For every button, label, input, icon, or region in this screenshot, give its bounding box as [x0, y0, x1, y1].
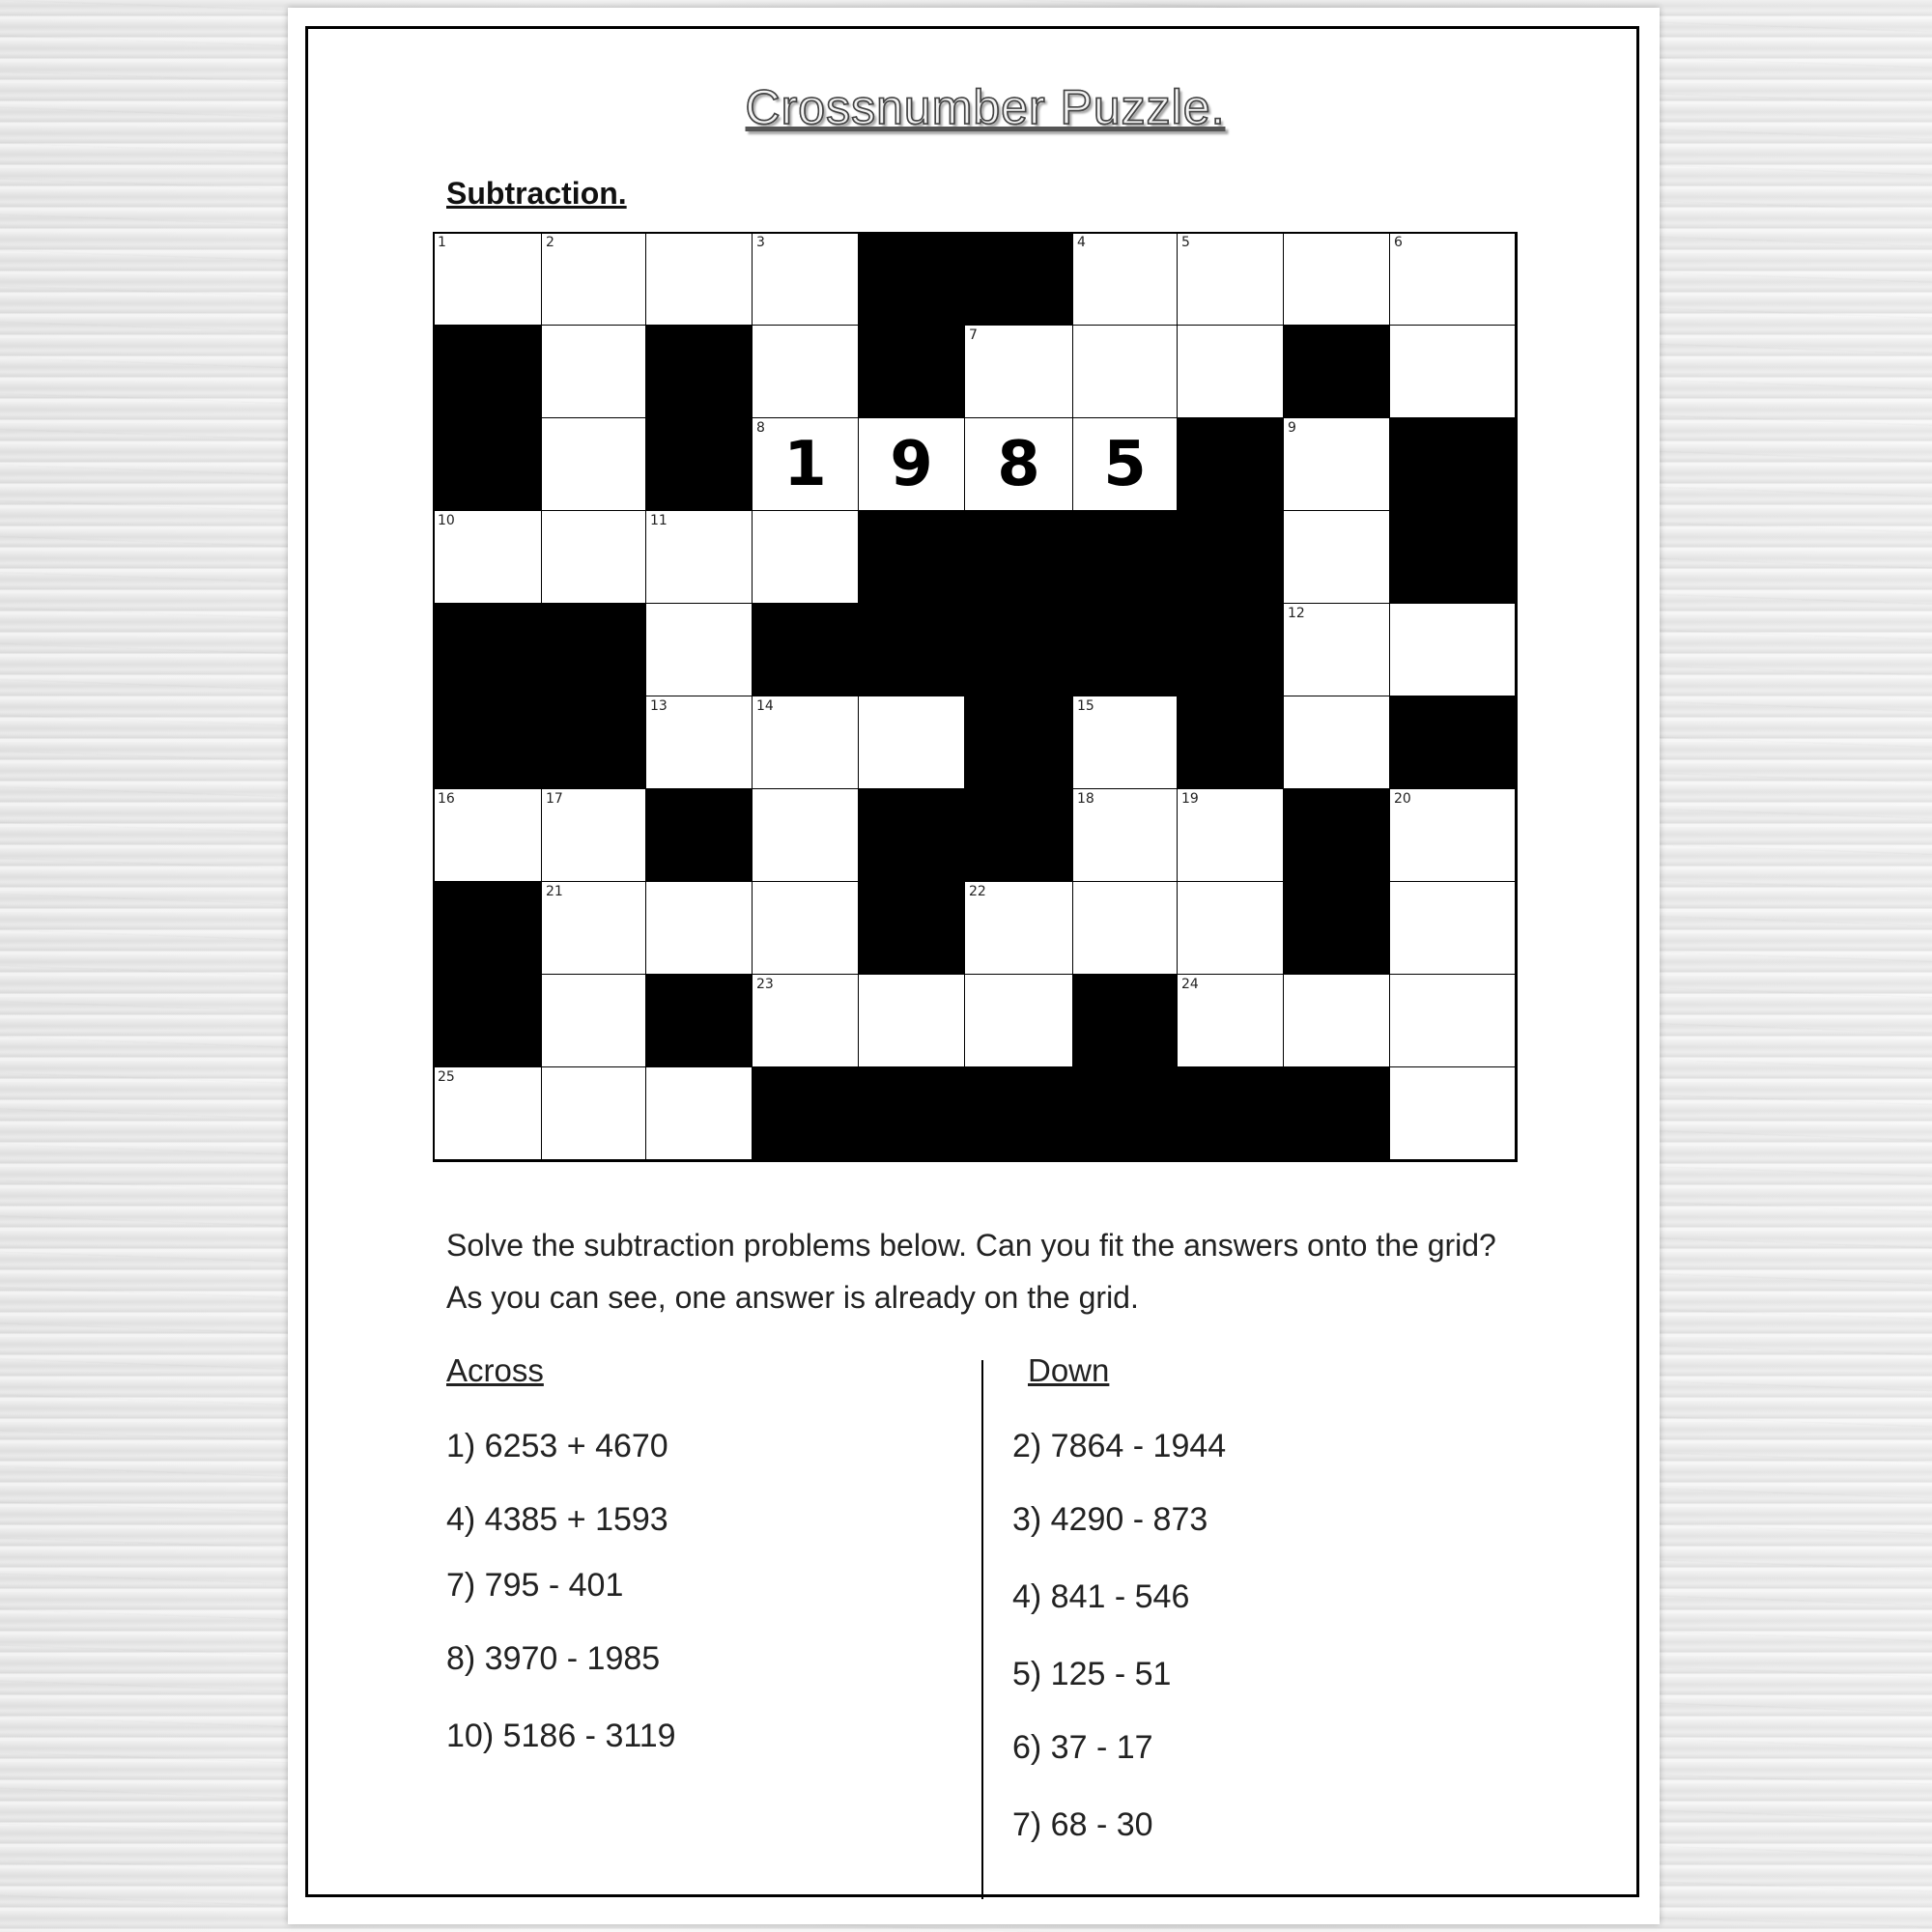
grid-cell-blocked [433, 974, 542, 1067]
grid-cell-blocked [858, 1066, 965, 1162]
instructions-text: Solve the subtraction problems below. Can you fit the answers onto the grid? As you can see, one answer is already on the grid. [446, 1228, 1496, 1315]
grid-cell-blocked [1283, 788, 1390, 882]
grid-cell[interactable] [964, 974, 1073, 1067]
clue-number: 11 [650, 513, 668, 528]
filled-digit: 9 [890, 428, 933, 500]
grid-cell-blocked [964, 1066, 1073, 1162]
grid-cell[interactable] [752, 417, 859, 511]
grid-cell[interactable] [1283, 696, 1390, 789]
clue-number: 10 [438, 513, 455, 528]
grid-cell-blocked [645, 325, 753, 418]
grid-cell[interactable] [1072, 788, 1178, 882]
grid-cell-blocked [858, 325, 965, 418]
grid-cell[interactable] [433, 232, 542, 326]
grid-cell[interactable] [1283, 603, 1390, 696]
grid-cell-blocked [541, 603, 646, 696]
grid-cell-blocked [645, 974, 753, 1067]
grid-cell[interactable] [645, 603, 753, 696]
grid-cell-blocked [1177, 1066, 1284, 1162]
across-clue-1: 1) 6253 + 4670 [446, 1428, 668, 1464]
grid-cell[interactable] [964, 417, 1073, 511]
filled-digit: 8 [997, 428, 1040, 500]
clue-number: 24 [1181, 977, 1199, 992]
across-heading: Across [446, 1352, 544, 1388]
grid-cell-blocked [645, 417, 753, 511]
clue-number: 21 [546, 884, 563, 899]
down-clue-4: 4) 841 - 546 [1012, 1578, 1190, 1615]
clue-number: 16 [438, 791, 455, 807]
grid-cell[interactable] [645, 510, 753, 604]
grid-cell[interactable] [752, 974, 859, 1067]
grid-cell[interactable] [645, 232, 753, 326]
page-title: Crossnumber Puzzle. [745, 80, 1226, 134]
grid-cell[interactable] [433, 1066, 542, 1162]
grid-cell[interactable] [1283, 974, 1390, 1067]
grid-cell[interactable] [1283, 510, 1390, 604]
grid-cell-blocked [858, 881, 965, 975]
grid-cell-blocked [433, 325, 542, 418]
grid-cell[interactable] [541, 325, 646, 418]
grid-cell-blocked [645, 788, 753, 882]
grid-cell[interactable] [964, 325, 1073, 418]
grid-cell-blocked [1283, 881, 1390, 975]
grid-cell[interactable] [1283, 417, 1390, 511]
grid-cell[interactable] [541, 232, 646, 326]
grid-cell-blocked [541, 696, 646, 789]
grid-cell-blocked [964, 603, 1073, 696]
grid-cell[interactable] [752, 696, 859, 789]
clue-number: 5 [1181, 235, 1190, 250]
grid-cell[interactable] [1072, 232, 1178, 326]
clue-number: 3 [756, 235, 765, 250]
grid-cell[interactable] [1177, 881, 1284, 975]
grid-cell-blocked [1177, 510, 1284, 604]
grid-cell-blocked [1283, 1066, 1390, 1162]
clue-number: 6 [1394, 235, 1403, 250]
grid-cell-blocked [1072, 974, 1178, 1067]
grid-cell-blocked [433, 417, 542, 511]
grid-cell[interactable] [645, 1066, 753, 1162]
grid-cell[interactable] [964, 881, 1073, 975]
clue-number: 19 [1181, 791, 1199, 807]
grid-cell[interactable] [1072, 696, 1178, 789]
grid-cell[interactable] [645, 696, 753, 789]
down-clue-7: 7) 68 - 30 [1012, 1806, 1153, 1843]
grid-cell[interactable] [858, 696, 965, 789]
grid-cell[interactable] [541, 510, 646, 604]
grid-cell-blocked [858, 232, 965, 326]
clue-number: 1 [438, 235, 446, 250]
grid-cell[interactable] [433, 510, 542, 604]
grid-cell-blocked [1072, 510, 1178, 604]
grid-cell-blocked [964, 232, 1073, 326]
clue-number: 17 [546, 791, 563, 807]
down-heading: Down [1028, 1352, 1110, 1388]
clue-number: 18 [1077, 791, 1094, 807]
crossnumber-grid [433, 232, 1517, 1161]
grid-cell-blocked [858, 603, 965, 696]
filled-digit: 1 [783, 428, 827, 500]
grid-cell[interactable] [1389, 232, 1518, 326]
grid-cell[interactable] [645, 881, 753, 975]
grid-cell-blocked [1072, 1066, 1178, 1162]
grid-cell[interactable] [752, 788, 859, 882]
grid-cell[interactable] [1389, 1066, 1518, 1162]
clue-number: 7 [969, 327, 978, 343]
grid-cell[interactable] [1072, 881, 1178, 975]
filled-digit: 5 [1103, 428, 1147, 500]
clue-number: 8 [756, 420, 765, 436]
grid-cell-blocked [1177, 696, 1284, 789]
clue-number: 20 [1394, 791, 1411, 807]
across-clue-8: 8) 3970 - 1985 [446, 1640, 661, 1677]
grid-cell[interactable] [1283, 232, 1390, 326]
grid-cell[interactable] [1177, 232, 1284, 326]
clue-number: 9 [1288, 420, 1296, 436]
clue-number: 13 [650, 698, 668, 714]
grid-cell[interactable] [1177, 325, 1284, 418]
clue-number: 12 [1288, 606, 1305, 621]
grid-cell[interactable] [858, 974, 965, 1067]
down-clue-2: 2) 7864 - 1944 [1012, 1428, 1227, 1464]
grid-cell-blocked [1072, 603, 1178, 696]
grid-cell[interactable] [752, 232, 859, 326]
grid-cell[interactable] [752, 881, 859, 975]
grid-cell-blocked [1177, 417, 1284, 511]
grid-cell-blocked [964, 696, 1073, 789]
grid-cell[interactable] [1389, 974, 1518, 1067]
grid-cell[interactable] [1389, 881, 1518, 975]
grid-cell-blocked [1389, 696, 1518, 789]
clue-number: 15 [1077, 698, 1094, 714]
grid-cell-blocked [858, 788, 965, 882]
grid-cell[interactable] [1072, 325, 1178, 418]
clue-number: 23 [756, 977, 774, 992]
grid-cell-blocked [433, 881, 542, 975]
grid-cell[interactable] [752, 325, 859, 418]
grid-cell[interactable] [1177, 974, 1284, 1067]
grid-cell-blocked [1389, 417, 1518, 511]
down-clue-5: 5) 125 - 51 [1012, 1656, 1172, 1692]
subtitle: Subtraction. [446, 176, 627, 211]
grid-cell-blocked [964, 788, 1073, 882]
grid-cell[interactable] [1072, 417, 1178, 511]
grid-cell-blocked [433, 696, 542, 789]
down-clue-3: 3) 4290 - 873 [1012, 1501, 1208, 1538]
grid-cell[interactable] [1389, 325, 1518, 418]
grid-cell-blocked [752, 603, 859, 696]
grid-cell[interactable] [541, 417, 646, 511]
grid-cell[interactable] [541, 881, 646, 975]
across-clue-10: 10) 5186 - 3119 [446, 1718, 676, 1754]
grid-cell-blocked [1283, 325, 1390, 418]
grid-cell[interactable] [752, 510, 859, 604]
column-divider [981, 1360, 983, 1899]
clue-number: 22 [969, 884, 986, 899]
grid-cell[interactable] [1389, 788, 1518, 882]
grid-cell-blocked [1177, 603, 1284, 696]
grid-cell[interactable] [433, 788, 542, 882]
clue-number: 4 [1077, 235, 1086, 250]
grid-cell[interactable] [541, 1066, 646, 1162]
grid-cell-blocked [858, 510, 965, 604]
down-clue-6: 6) 37 - 17 [1012, 1729, 1153, 1766]
grid-cell-blocked [964, 510, 1073, 604]
clue-number: 2 [546, 235, 554, 250]
across-clue-7: 7) 795 - 401 [446, 1567, 624, 1604]
grid-cell-blocked [1389, 510, 1518, 604]
grid-cell-blocked [433, 603, 542, 696]
across-clue-4: 4) 4385 + 1593 [446, 1501, 668, 1538]
grid-cell[interactable] [1177, 788, 1284, 882]
grid-cell[interactable] [1389, 603, 1518, 696]
grid-cell[interactable] [541, 788, 646, 882]
grid-cell-blocked [752, 1066, 859, 1162]
grid-cell[interactable] [858, 417, 965, 511]
clue-number: 14 [756, 698, 774, 714]
clue-number: 25 [438, 1069, 455, 1085]
grid-cell[interactable] [541, 974, 646, 1067]
